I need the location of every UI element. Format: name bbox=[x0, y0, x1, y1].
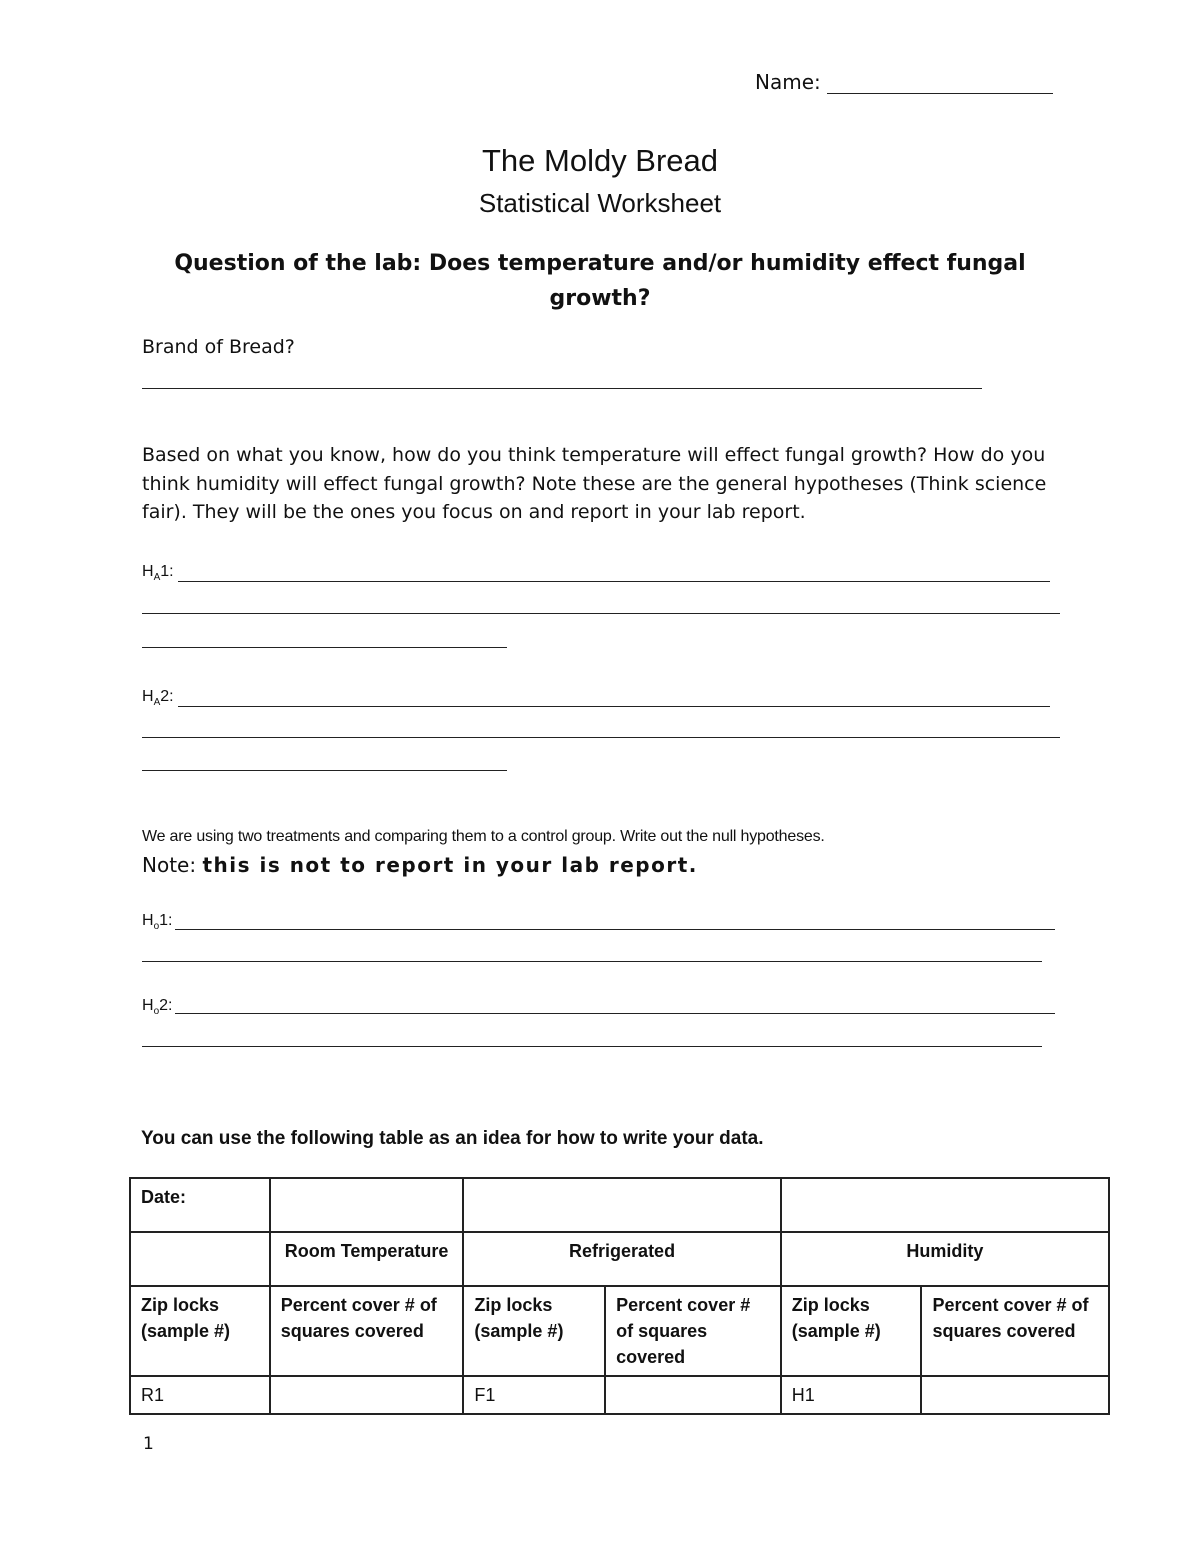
alt-hypothesis-2-line-3[interactable] bbox=[142, 770, 507, 771]
column-header: Zip locks (sample #) bbox=[463, 1286, 605, 1376]
date-label-cell: Date: bbox=[130, 1178, 270, 1232]
alt-hypothesis-2-label: $H_A2$: bbox=[142, 688, 174, 709]
alt-hypothesis-1-line-1[interactable] bbox=[178, 581, 1050, 582]
null-hypothesis-1-label: $H_o1$: bbox=[142, 912, 173, 933]
alt-hypothesis-1-line-2[interactable] bbox=[142, 613, 1060, 614]
column-header: Percent cover # of squares covered bbox=[270, 1286, 464, 1376]
lab-question: Question of the lab: Does temperature and/or humidity effect fungal growth? bbox=[174, 251, 1026, 311]
data-table bbox=[129, 1177, 1110, 1415]
group-refrigerated: Refrigerated bbox=[463, 1232, 780, 1286]
worksheet-title: The Moldy Bread bbox=[481, 143, 719, 178]
column-header: Percent cover # of squares covered bbox=[921, 1286, 1109, 1376]
note-text: this is not to report in your lab report. bbox=[202, 853, 698, 877]
column-header: Zip locks (sample #) bbox=[130, 1286, 270, 1376]
null-hypothesis-2-line-1[interactable] bbox=[175, 1013, 1055, 1014]
value-cell[interactable] bbox=[605, 1376, 781, 1414]
group-humidity: Humidity bbox=[781, 1232, 1109, 1286]
table-row bbox=[130, 1178, 1109, 1232]
page-number: 1 bbox=[143, 1434, 154, 1454]
null-hypothesis-1-line-2[interactable] bbox=[142, 961, 1042, 962]
date-value-cell[interactable] bbox=[270, 1178, 464, 1232]
table-row bbox=[130, 1232, 1109, 1286]
value-cell[interactable] bbox=[270, 1376, 464, 1414]
column-header: Percent cover # of squares covered bbox=[605, 1286, 781, 1376]
worksheet-subtitle: Statistical Worksheet bbox=[478, 188, 722, 218]
empty-cell bbox=[130, 1232, 270, 1286]
brand-prompt: Brand of Bread? bbox=[142, 336, 295, 358]
value-cell[interactable] bbox=[921, 1376, 1109, 1414]
name-field[interactable] bbox=[755, 70, 1053, 94]
alt-hypothesis-2-line-1[interactable] bbox=[178, 706, 1050, 707]
treatments-text: We are using two treatments and comparing them to a control group. Write out the null hypotheses. bbox=[142, 828, 825, 845]
sample-cell: R1 bbox=[130, 1376, 270, 1414]
group-room-temperature: Room Temperature bbox=[270, 1232, 464, 1286]
note bbox=[142, 853, 698, 877]
null-hypothesis-2-line-2[interactable] bbox=[142, 1046, 1042, 1047]
sample-cell: H1 bbox=[781, 1376, 922, 1414]
column-header: Zip locks (sample #) bbox=[781, 1286, 922, 1376]
brand-answer-line[interactable] bbox=[142, 388, 982, 389]
table-row bbox=[130, 1376, 1109, 1414]
null-hypothesis-1-line-1[interactable] bbox=[175, 929, 1055, 930]
sample-cell: F1 bbox=[463, 1376, 605, 1414]
empty-cell[interactable] bbox=[781, 1178, 1109, 1232]
table-intro: You can use the following table as an idea for how to write your data. bbox=[141, 1128, 764, 1149]
table-row bbox=[130, 1286, 1109, 1376]
hypothesis-prompt: Based on what you know, how do you think temperature will effect fungal growth? How do you think humidity will effect fungal growth? Note these are the general hypotheses (Think science fair). They will be the ones you focus on and report in your lab report. bbox=[142, 444, 1047, 523]
name-label: Name: bbox=[755, 70, 821, 94]
alt-hypothesis-2-line-2[interactable] bbox=[142, 737, 1060, 738]
alt-hypothesis-1-line-3[interactable] bbox=[142, 647, 507, 648]
empty-cell[interactable] bbox=[463, 1178, 780, 1232]
name-blank-line[interactable] bbox=[827, 73, 1053, 94]
alt-hypothesis-1-label: $H_A1$: bbox=[142, 563, 174, 584]
null-hypothesis-2-label: $H_o2$: bbox=[142, 997, 173, 1018]
note-label: Note: bbox=[142, 853, 197, 877]
